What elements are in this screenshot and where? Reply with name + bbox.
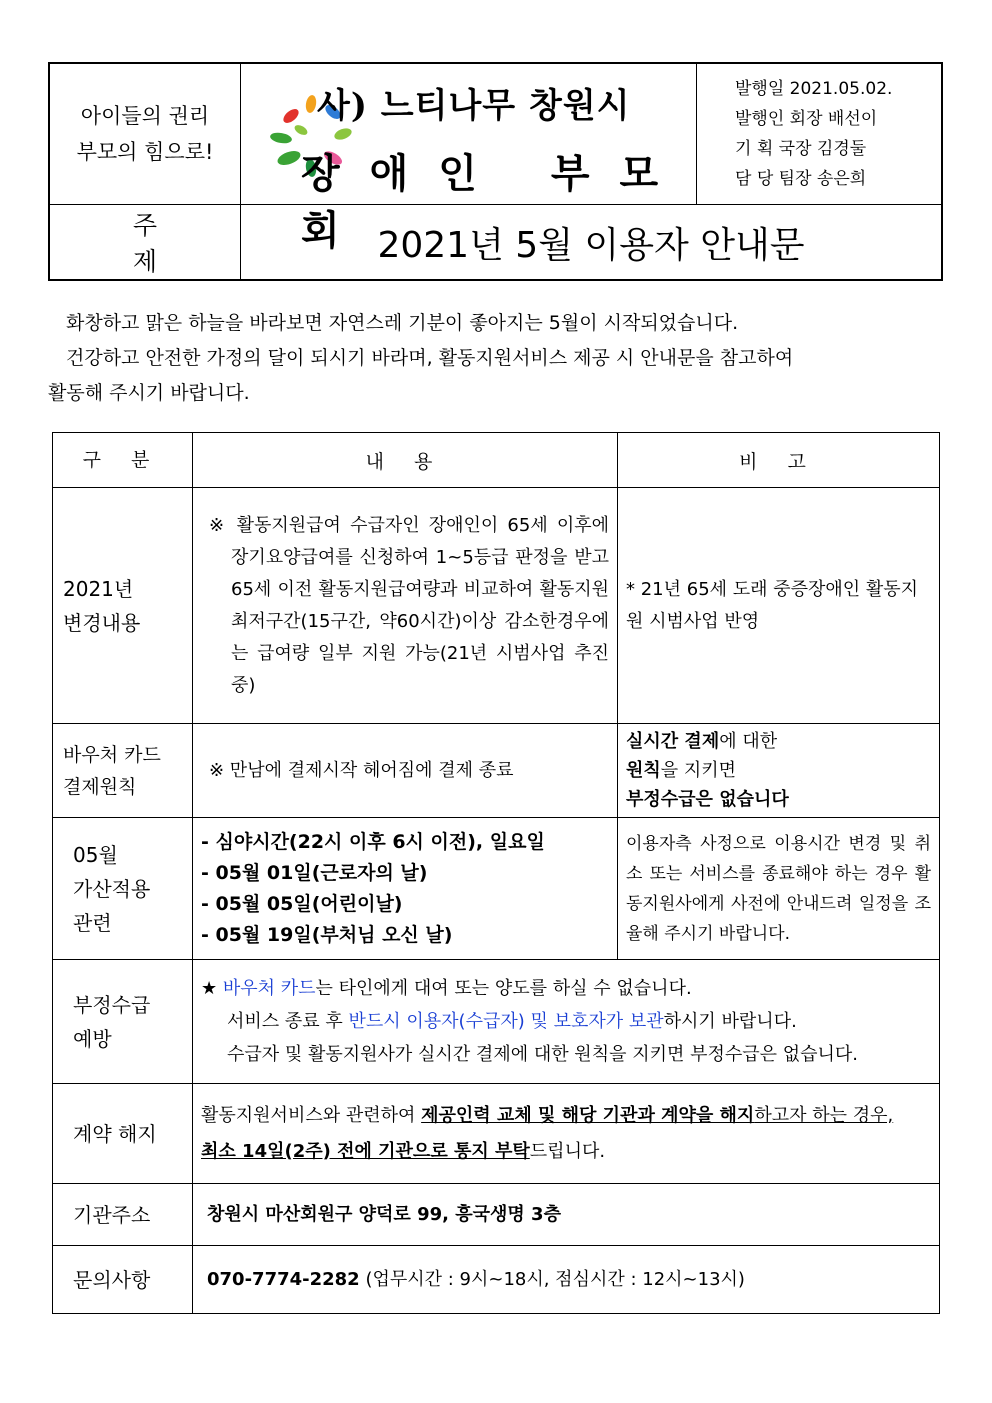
table-row — [53, 1184, 940, 1246]
table-row — [53, 1246, 940, 1314]
table-row — [53, 488, 940, 724]
manager: 담 당 팀장 송은희 — [735, 169, 867, 189]
list-item: - 05월 05일(어린이날) — [201, 892, 403, 915]
motto-line-1: 아이들의 권리 — [80, 104, 210, 128]
row-note-text: 이용자측 사정으로 이용시간 변경 및 취소 또는 서비스를 종료해야 하는 경우 활동지원사에게 사전에 안내드려 일정을 조율해 주시기 바랍니다. — [626, 833, 931, 944]
row-label-line: 부정수급 — [73, 992, 151, 1017]
publisher: 발행인 회장 배선이 — [735, 109, 878, 129]
note-text: 에 대한 — [719, 731, 778, 752]
info-table — [52, 432, 940, 1314]
row-note — [618, 488, 940, 724]
row-note — [618, 724, 940, 818]
body-text: 하시기 바랍니다. — [663, 1011, 797, 1032]
header-category: 구 분 — [53, 433, 193, 488]
row-content — [193, 960, 940, 1084]
note-emphasis: 실시간 결제 — [626, 731, 720, 752]
intro-line-3: 활동해 주시기 바랍니다. — [48, 382, 250, 404]
body-text: 드립니다. — [529, 1140, 606, 1162]
highlight-text: 제공인력 교체 및 해당 기관과 계약을 해지 — [421, 1104, 755, 1126]
motto — [49, 63, 241, 205]
motto-line-2: 부모의 힘으로! — [76, 140, 214, 164]
row-content — [193, 1084, 940, 1184]
row-label: 문의사항 — [53, 1246, 193, 1314]
organization-name-line-2: 장애인 부모회 — [301, 150, 689, 254]
row-note-text: * 21년 65세 도래 중증장애인 활동지원 시범사업 반영 — [626, 578, 919, 632]
intro-line-1: 화창하고 맑은 하늘을 바라보면 자연스레 기분이 좋아지는 5월이 시작되었습니다. — [66, 312, 739, 334]
address-text: 창원시 마산회원구 양덕로 99, 흥국생명 3층 — [193, 1184, 940, 1246]
row-label — [53, 818, 193, 960]
row-label-line: 예방 — [73, 1026, 112, 1051]
row-label-line: 관련 — [73, 910, 112, 935]
table-row — [53, 960, 940, 1084]
intro-text — [48, 306, 943, 411]
header-content: 내 용 — [193, 433, 618, 488]
highlight-text: 바우처 카드 — [222, 978, 316, 999]
row-label-line: 05월 — [73, 842, 118, 867]
star-icon: ★ — [201, 978, 223, 999]
note-text: 을 지키면 — [660, 760, 737, 781]
row-label-line: 바우처 카드 — [63, 743, 161, 766]
row-note — [618, 818, 940, 960]
row-content-text: ※ 활동지원급여 수급자인 장애인이 65세 이후에 장기요양급여를 신청하여 1~5등급 판정을 받고 65세 이전 활동지원급여량과 비교하여 활동지원 최저구간(15구간, 약60시간)이상 감소한경우에는 급여량 일부 지원 가능(21년 시범사업 추진 중) — [209, 514, 609, 696]
planner: 기 획 국장 김경둘 — [735, 139, 867, 159]
business-hours: (업무시간 : 9시~18시, 점심시간 : 12시~13시) — [359, 1268, 745, 1290]
document-header — [48, 62, 943, 281]
subject-title: 2021년 5월 이용자 안내문 — [241, 205, 943, 281]
row-content — [193, 818, 618, 960]
row-label-line: 변경내용 — [63, 610, 141, 635]
contact-info — [193, 1246, 940, 1314]
body-text: 하고자 하는 경우, — [754, 1104, 894, 1126]
list-item: - 05월 19일(부처님 오신 날) — [201, 923, 453, 946]
body-text: 활동지원서비스와 관련하여 — [201, 1104, 422, 1126]
note-emphasis: 원칙 — [626, 760, 661, 781]
row-label — [53, 488, 193, 724]
row-label — [53, 960, 193, 1084]
body-text: 서비스 종료 후 — [227, 1011, 349, 1032]
row-label-line: 결제원칙 — [63, 775, 137, 798]
phone-number: 070-7774-2282 — [207, 1268, 360, 1290]
table-row — [53, 818, 940, 960]
publication-info — [697, 63, 943, 205]
row-content — [193, 488, 618, 724]
row-content — [193, 724, 618, 818]
row-content-text: ※ 만남에 결제시작 헤어짐에 결제 종료 — [209, 759, 514, 781]
publish-date: 발행일 2021.05.02. — [735, 79, 893, 99]
row-label-line: 2021년 — [63, 576, 134, 601]
body-text: 는 타인에게 대여 또는 양도를 하실 수 없습니다. — [315, 978, 692, 999]
list-item: - 05월 01일(근로자의 날) — [201, 861, 428, 884]
organization-name-line-1: 사) 느티나무 창원시 — [317, 86, 631, 126]
highlight-text: 반드시 이용자(수급자) 및 보호자가 보관 — [348, 1011, 664, 1032]
body-text: 수급자 및 활동지원사가 실시간 결제에 대한 원칙을 지키면 부정수급은 없습니다. — [227, 1044, 859, 1065]
table-row — [53, 1084, 940, 1184]
row-label: 계약 해지 — [53, 1084, 193, 1184]
intro-line-2: 건강하고 안전한 가정의 달이 되시기 바라며, 활동지원서비스 제공 시 안내문을 참고하여 — [66, 347, 794, 369]
header-note: 비 고 — [618, 433, 940, 488]
row-label: 기관주소 — [53, 1184, 193, 1246]
table-row — [53, 724, 940, 818]
row-label — [53, 724, 193, 818]
list-item: - 심야시간(22시 이후 6시 이전), 일요일 — [201, 830, 545, 853]
subject-label: 주 제 — [49, 205, 241, 281]
note-emphasis: 부정수급은 없습니다 — [626, 789, 789, 810]
row-label-line: 가산적용 — [73, 876, 151, 901]
highlight-text: 최소 14일(2주) 전에 기관으로 통지 부탁 — [201, 1140, 530, 1162]
